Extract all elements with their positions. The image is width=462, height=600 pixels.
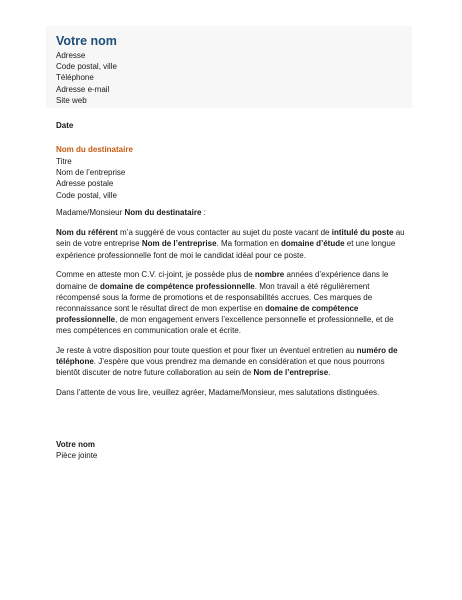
paragraph-text: au sein de votre entreprise [56,228,405,249]
paragraph-text: Dans l’attente de vous lire, veuillez agréer, Madame/Monsieur, mes salutations distinguées. [56,388,380,398]
sender-postal-city[interactable]: Code postal, ville [56,62,117,72]
sender-name[interactable]: Votre nom [56,34,117,48]
placeholder-field: Nom de l’entreprise [253,368,329,378]
salutation-recipient-name: Nom du destinataire [124,208,202,217]
paragraph-text: Je reste à votre disposition pour toute question et pour fixer un éventuel entretien au [56,346,357,356]
placeholder-field: intitulé du poste [331,228,394,238]
paragraph-text: . Ma formation en [216,239,281,249]
paragraph-text: m’a suggéré de vous contacter au sujet du poste vacant de [117,228,332,238]
sender-website[interactable]: Site web [56,95,87,105]
placeholder-field: Nom du référent [56,228,118,238]
closing-block [56,439,97,461]
salutation-prefix: Madame/Monsieur [56,208,125,217]
placeholder-field: nombre [254,270,285,280]
recipient-name[interactable]: Nom du destinataire [56,145,133,154]
paragraph-text: . J’espère que vous prendrez ma demande en considération et que nous pourrons bientôt discuter de notre future collaboration au sein de [56,357,385,378]
signature-name[interactable]: Votre nom [56,440,95,449]
paragraph-text: . Mon travail a été régulièrement récompensé sous la forme de promotions et de responsabilités accrues. Ces marques de reconnaissance sont le résultat direct de mon expertise en [56,281,373,313]
placeholder-field: numéro de téléphone [56,346,398,367]
salutation-suffix: : [201,208,206,217]
letter-body [56,207,408,407]
enclosure-note[interactable]: Pièce jointe [56,451,98,461]
body-paragraph[interactable] [56,345,408,379]
paragraph-text: et une longue expérience professionnelle font de moi le candidat idéal pour ce poste. [56,239,396,260]
body-paragraph[interactable] [56,227,408,261]
sender-address[interactable]: Adresse [56,51,86,60]
placeholder-field: domaine de compétence professionnelle [56,303,359,325]
recipient-postal-city[interactable]: Code postal, ville [56,190,117,200]
paragraph-text: Comme en atteste mon C.V. ci-joint, je possède plus de [56,270,255,280]
placeholder-field: domaine de compétence professionnelle [100,281,255,291]
sender-email[interactable]: Adresse e-mail [56,84,110,94]
recipient-title[interactable]: Titre [56,157,72,166]
sender-phone[interactable]: Téléphone [56,73,94,83]
recipient-block [56,144,133,201]
letter-date[interactable]: Date [56,121,74,130]
paragraph-text: . [328,368,331,378]
recipient-address[interactable]: Adresse postale [56,179,114,189]
recipient-company[interactable]: Nom de l’entreprise [56,168,126,178]
body-paragraph[interactable] [56,387,408,398]
body-paragraph[interactable] [56,269,408,336]
sender-address-block [56,50,117,106]
placeholder-field: Nom de l’entreprise [141,239,217,249]
paragraph-text: années d’expérience dans le domaine de [56,270,389,291]
paragraph-text: , de mon engagement envers l’excellence personnelle et professionnelle, et de mes compétences en communication orale et écrite. [56,315,394,336]
placeholder-field: domaine d’étude [281,239,345,249]
salutation[interactable] [56,207,408,218]
